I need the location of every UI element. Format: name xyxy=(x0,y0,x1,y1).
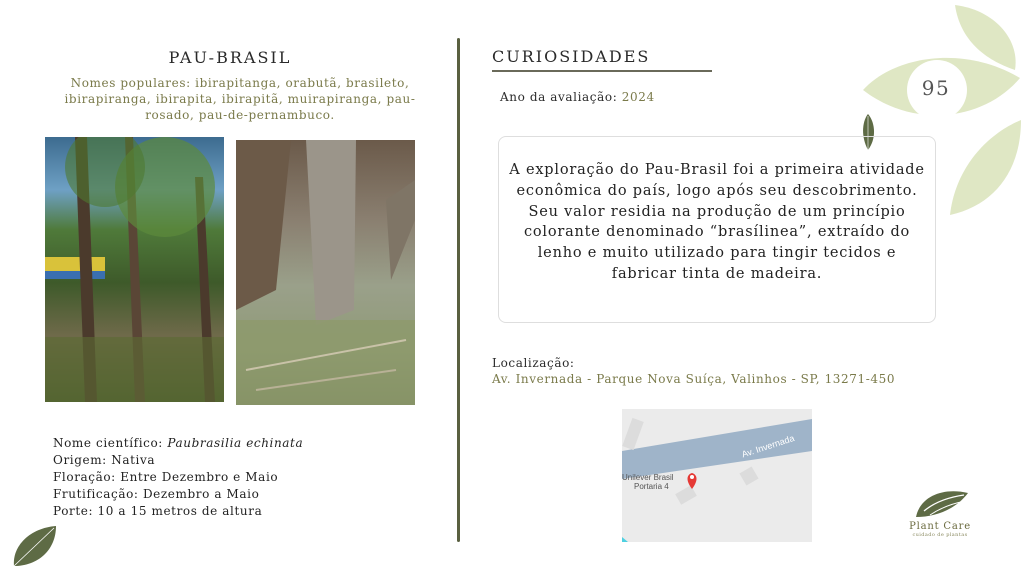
page-title: PAU-BRASIL xyxy=(168,48,292,67)
column-divider xyxy=(457,38,460,542)
scientific-name-label: Nome científico: xyxy=(53,436,168,450)
map-road-label: Av. Invernada xyxy=(740,432,796,460)
location-map[interactable] xyxy=(622,409,812,542)
species-info xyxy=(53,435,303,520)
tree-photo-canopy xyxy=(45,137,224,402)
curiosity-text: A exploração do Pau-Brasil foi a primeira atividade econômica do país, logo após seu descobrimento. Seu valor residia na produção de um princípio colorante denominado “brasílinea”, extraído do lenho e muito utilizado para tingir tecidos e fabricar tinta de madeira. xyxy=(509,162,925,282)
origin-row: Origem: Nativa xyxy=(53,453,156,467)
tree-photo-trunk xyxy=(236,140,415,405)
leaf-icon xyxy=(10,522,60,570)
logo-tagline: cuidado de plantas xyxy=(912,532,968,538)
evaluation-year xyxy=(500,90,655,104)
section-title: CURIOSIDADES xyxy=(492,47,651,66)
leaf-shape xyxy=(950,120,1021,215)
map-place-label-2: Portaria 4 xyxy=(634,482,669,491)
logo-text: Plant Care xyxy=(909,521,971,532)
scientific-name-value: Paubrasilia echinata xyxy=(167,436,304,450)
location-label: Localização: xyxy=(492,356,575,370)
fruiting-row: Frutificação: Dezembro a Maio xyxy=(53,487,260,501)
page-number: 95 xyxy=(921,76,951,100)
flowering-row: Floração: Entre Dezembro e Maio xyxy=(53,470,279,484)
size-row: Porte: 10 a 15 metros de altura xyxy=(53,504,263,518)
title-underline xyxy=(492,70,712,72)
year-value: 2024 xyxy=(621,90,655,104)
year-label: Ano da avaliação: xyxy=(500,90,622,104)
scientific-name-row xyxy=(53,435,303,452)
location-address: Av. Invernada - Parque Nova Suíça, Valinhos - SP, 13271-450 xyxy=(492,372,896,386)
popular-names: Nomes populares: ibirapitanga, orabutã, brasileto, ibirapiranga, ibirapita, ibirapitã, muirapiranga, pau-rosado, pau-de-pernambuco. xyxy=(64,76,416,122)
plant-care-logo-icon xyxy=(912,485,970,519)
map-place-label-1: Unilever Brasil xyxy=(622,473,674,482)
